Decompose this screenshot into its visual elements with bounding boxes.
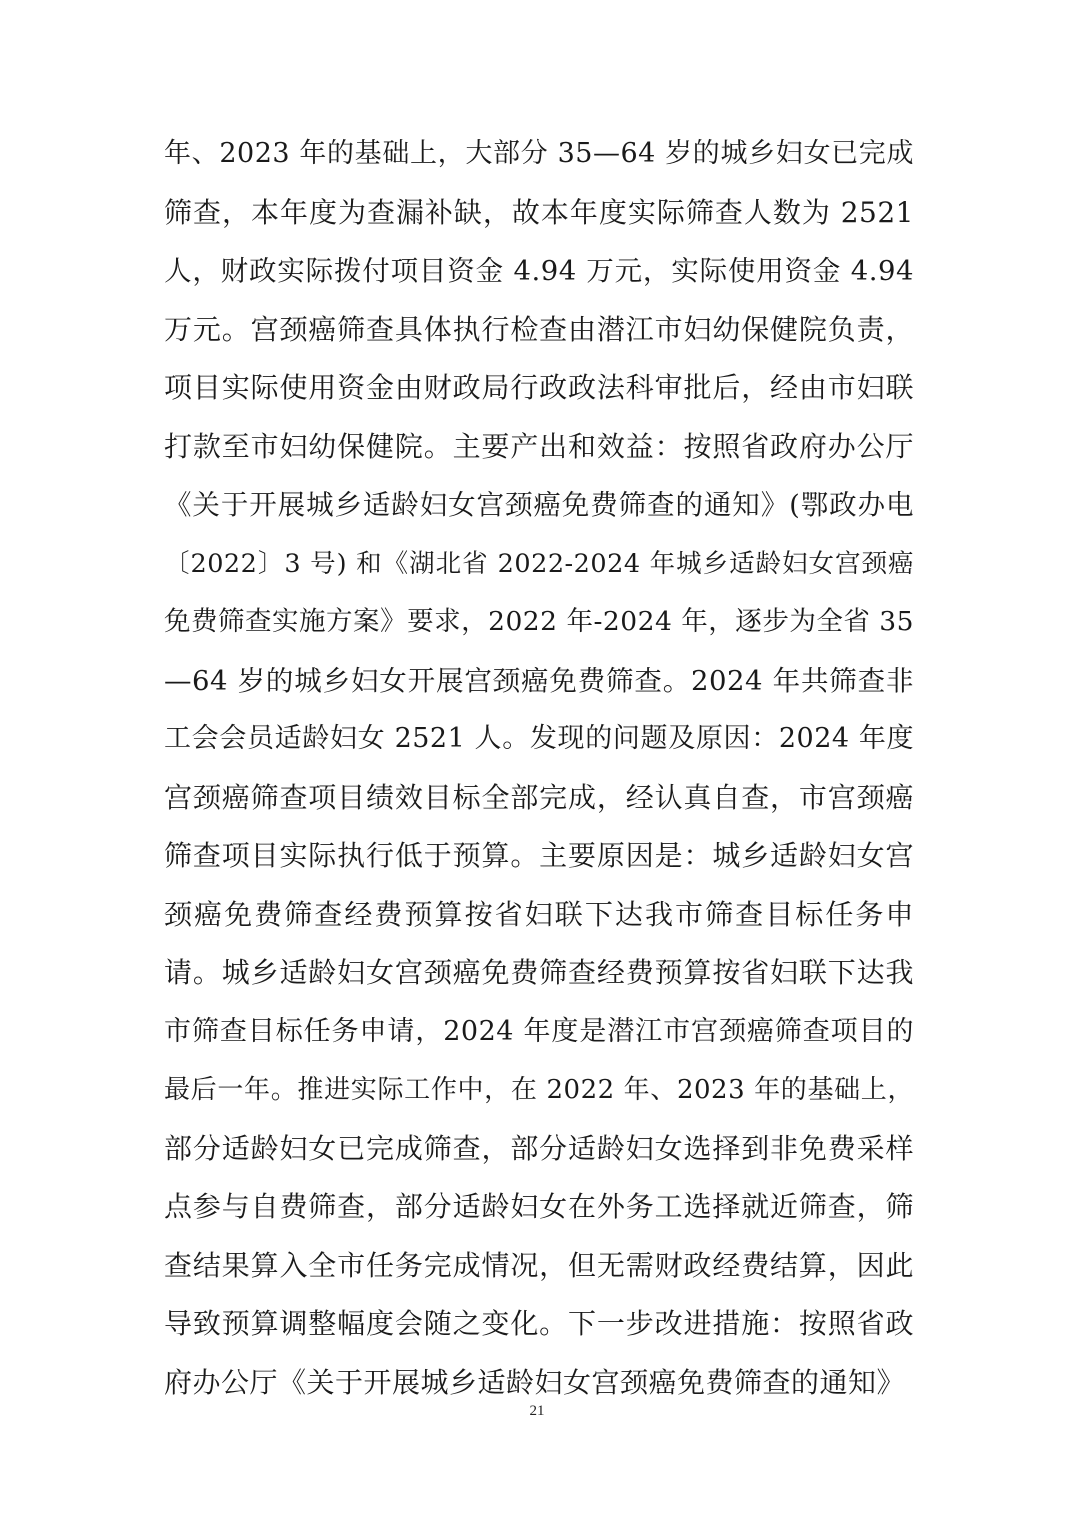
text-line: 宫颈癌筛查项目绩效目标全部完成，经认真自查，市宫颈癌 [164,780,914,814]
text-line: 工会会员适龄妇女 2521 人。发现的问题及原因：2024 年度 [164,723,914,754]
text-line: 颈癌免费筛查经费预算按省妇联下达我市筛查目标任务申 [164,897,914,931]
text-line: 打款至市妇幼保健院。主要产出和效益：按照省政府办公厅 [164,429,914,463]
text-line: 查结果算入全市任务完成情况，但无需财政经费结算，因此 [164,1248,914,1282]
text-line: 〔2022〕3 号) 和《湖北省 2022-2024 年城乡适龄妇女宫颈癌 [164,548,914,579]
text-line: 最后一年。推进实际工作中，在 2022 年、2023 年的基础上， [164,1075,914,1105]
text-line: 万元。宫颈癌筛查具体执行检查由潜江市妇幼保健院负责， [164,312,914,346]
text-line: 市筛查目标任务申请，2024 年度是潜江市宫颈癌筛查项目的 [164,1015,914,1047]
text-line: 项目实际使用资金由财政局行政政法科审批后，经由市妇联 [164,371,914,404]
text-line: 筛查，本年度为查漏补缺，故本年度实际筛查人数为 2521 [164,195,914,229]
text-line: 免费筛查实施方案》要求，2022 年-2024 年，逐步为全省 35 [164,606,914,637]
text-line: 人，财政实际拨付项目资金 4.94 万元，实际使用资金 4.94 [164,255,914,287]
text-line: 点参与自费筛查，部分适龄妇女在外务工选择就近筛查，筛 [164,1190,914,1223]
text-line: 导致预算调整幅度会随之变化。下一步改进措施：按照省政 [164,1307,914,1340]
text-line: 《关于开展城乡适龄妇女宫颈癌免费筛查的通知》(鄂政办电 [164,489,914,521]
text-line: 请。城乡适龄妇女宫颈癌免费筛查经费预算按省妇联下达我 [164,956,914,989]
text-line: —64 岁的城乡妇女开展宫颈癌免费筛查。2024 年共筛查非 [164,664,914,697]
text-line: 部分适龄妇女已完成筛查，部分适龄妇女选择到非免费采样 [164,1131,914,1165]
text-line: 筛查项目实际执行低于预算。主要原因是：城乡适龄妇女宫 [164,839,914,872]
text-line: 府办公厅《关于开展城乡适龄妇女宫颈癌免费筛查的通知》 [164,1365,906,1399]
page-number: 21 [529,1403,545,1419]
text-line: 年、2023 年的基础上，大部分 35—64 岁的城乡妇女已完成 [164,138,914,169]
body-paragraph [164,125,914,1412]
